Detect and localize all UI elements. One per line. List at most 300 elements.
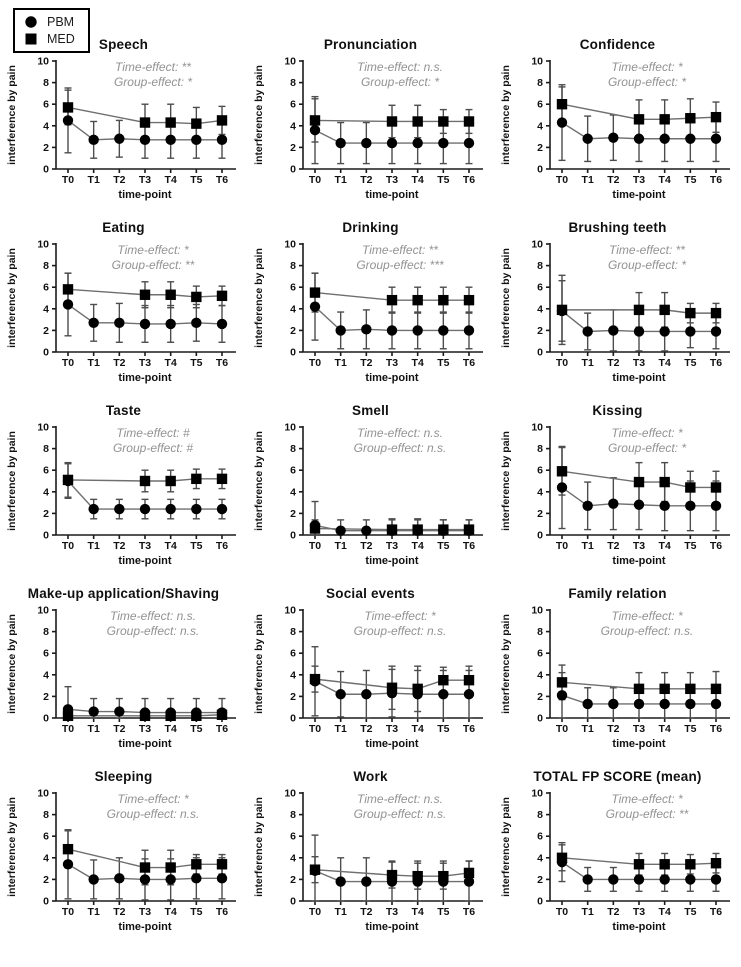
- chart-cell: [247, 766, 494, 947]
- y-axis-label: interference by pain: [252, 248, 265, 348]
- time-effect-annotation: Time-effect: n.s.: [356, 60, 443, 74]
- x-tick-labels: [61, 174, 227, 186]
- x-axis-label: time-point: [117, 738, 172, 750]
- chart-plot-taste: [4, 421, 244, 581]
- chart-cell: [494, 766, 741, 947]
- svg-text:T5: T5: [683, 174, 696, 186]
- svg-text:0: 0: [536, 346, 543, 359]
- y-axis-label: interference by pain: [5, 248, 18, 348]
- svg-text:10: 10: [36, 787, 49, 800]
- chart-title: Kissing: [592, 403, 643, 418]
- svg-text:T6: T6: [462, 174, 475, 186]
- svg-text:T3: T3: [138, 723, 151, 735]
- svg-text:10: 10: [36, 238, 49, 251]
- svg-text:T6: T6: [709, 540, 722, 552]
- svg-text:2: 2: [42, 324, 49, 337]
- significance-annotations: [353, 609, 446, 638]
- svg-text:T0: T0: [308, 540, 321, 552]
- svg-text:0: 0: [42, 163, 49, 176]
- x-tick-labels: [308, 357, 474, 369]
- svg-text:2: 2: [536, 690, 543, 703]
- svg-text:T2: T2: [606, 174, 619, 186]
- svg-text:2: 2: [536, 873, 543, 886]
- significance-annotations: [607, 426, 685, 455]
- svg-text:T4: T4: [658, 174, 671, 186]
- svg-text:T5: T5: [189, 723, 202, 735]
- group-effect-annotation: Group-effect: **: [605, 807, 688, 821]
- svg-text:T3: T3: [138, 540, 151, 552]
- svg-text:10: 10: [36, 604, 49, 617]
- svg-text:T5: T5: [683, 723, 696, 735]
- svg-text:0: 0: [289, 895, 296, 908]
- y-axis-label: interference by pain: [499, 614, 512, 714]
- svg-text:2: 2: [42, 507, 49, 520]
- chart-title: Eating: [102, 220, 145, 235]
- x-tick-labels: [555, 174, 721, 186]
- svg-text:T0: T0: [61, 357, 74, 369]
- group-effect-annotation: Group-effect: n.s.: [353, 624, 446, 638]
- svg-text:T2: T2: [606, 906, 619, 918]
- svg-text:6: 6: [289, 647, 296, 660]
- svg-text:T3: T3: [138, 906, 151, 918]
- svg-text:10: 10: [530, 787, 543, 800]
- chart-title: TOTAL FP SCORE (mean): [533, 769, 702, 784]
- svg-text:10: 10: [530, 604, 543, 617]
- svg-text:T3: T3: [385, 723, 398, 735]
- svg-text:4: 4: [289, 852, 296, 865]
- svg-text:T6: T6: [709, 906, 722, 918]
- svg-text:T3: T3: [138, 174, 151, 186]
- x-axis-label: time-point: [611, 555, 666, 567]
- significance-annotations: [106, 609, 199, 638]
- significance-annotations: [607, 60, 685, 89]
- svg-text:T1: T1: [87, 540, 100, 552]
- svg-text:10: 10: [36, 421, 49, 434]
- y-axis-label: interference by pain: [499, 65, 512, 165]
- x-tick-labels: [308, 906, 474, 918]
- significance-annotations: [356, 243, 444, 272]
- svg-text:8: 8: [536, 809, 543, 822]
- legend-item-pbm: [24, 15, 75, 29]
- time-effect-annotation: Time-effect: **: [114, 60, 191, 74]
- svg-text:T4: T4: [164, 906, 177, 918]
- svg-text:T2: T2: [359, 174, 372, 186]
- x-axis-label: time-point: [611, 372, 666, 384]
- svg-text:10: 10: [530, 421, 543, 434]
- svg-text:8: 8: [42, 809, 49, 822]
- error-bars-med: [558, 87, 719, 139]
- y-tick-labels: [284, 605, 296, 725]
- y-axis-label: interference by pain: [252, 614, 265, 714]
- svg-text:8: 8: [536, 77, 543, 90]
- pbm-circle-marker-icon: [24, 15, 38, 29]
- svg-text:0: 0: [42, 895, 49, 908]
- significance-annotations: [600, 609, 693, 638]
- svg-text:T2: T2: [359, 723, 372, 735]
- group-effect-annotation: Group-effect: *: [607, 441, 686, 455]
- svg-text:T0: T0: [61, 174, 74, 186]
- x-tick-labels: [61, 906, 227, 918]
- svg-text:10: 10: [283, 238, 296, 251]
- svg-text:T0: T0: [308, 357, 321, 369]
- chart-plot-eating: [4, 238, 244, 398]
- svg-text:10: 10: [283, 787, 296, 800]
- svg-text:T5: T5: [189, 357, 202, 369]
- chart-title: Family relation: [568, 586, 667, 601]
- x-axis-label: time-point: [364, 738, 419, 750]
- y-axis-label: interference by pain: [499, 797, 512, 897]
- x-tick-labels: [555, 540, 721, 552]
- x-tick-labels: [308, 540, 474, 552]
- svg-text:8: 8: [289, 809, 296, 822]
- svg-text:T0: T0: [555, 540, 568, 552]
- group-effect-annotation: Group-effect: ***: [355, 258, 444, 272]
- chart-title: Taste: [105, 403, 142, 418]
- svg-text:T0: T0: [61, 906, 74, 918]
- svg-text:6: 6: [536, 98, 543, 111]
- svg-text:0: 0: [536, 712, 543, 725]
- svg-text:T1: T1: [334, 174, 347, 186]
- x-axis-label: time-point: [364, 189, 419, 201]
- svg-text:T6: T6: [462, 357, 475, 369]
- svg-text:10: 10: [283, 421, 296, 434]
- error-bars-med: [558, 448, 719, 504]
- x-axis-label: time-point: [364, 372, 419, 384]
- error-bars-med: [64, 90, 225, 141]
- time-effect-annotation: Time-effect: *: [610, 60, 683, 74]
- x-axis-label: time-point: [117, 372, 172, 384]
- x-tick-labels: [61, 540, 227, 552]
- group-effect-annotation: Group-effect: #: [112, 441, 193, 455]
- svg-text:T5: T5: [189, 174, 202, 186]
- y-tick-labels: [284, 788, 296, 908]
- y-axis-label: interference by pain: [5, 614, 18, 714]
- svg-text:T4: T4: [411, 906, 424, 918]
- svg-text:T0: T0: [61, 723, 74, 735]
- svg-text:6: 6: [289, 464, 296, 477]
- chart-cell: [247, 400, 494, 581]
- x-axis-label: time-point: [611, 921, 666, 933]
- svg-text:0: 0: [289, 346, 296, 359]
- svg-text:T2: T2: [359, 357, 372, 369]
- svg-text:T6: T6: [462, 540, 475, 552]
- svg-text:T4: T4: [164, 357, 177, 369]
- svg-text:6: 6: [42, 281, 49, 294]
- svg-text:6: 6: [289, 830, 296, 843]
- svg-text:T5: T5: [436, 357, 449, 369]
- svg-text:4: 4: [536, 303, 543, 316]
- y-tick-labels: [284, 422, 296, 542]
- x-tick-labels: [61, 357, 227, 369]
- svg-text:T2: T2: [112, 906, 125, 918]
- svg-text:0: 0: [289, 163, 296, 176]
- svg-text:10: 10: [283, 604, 296, 617]
- svg-text:T3: T3: [385, 174, 398, 186]
- svg-text:T6: T6: [215, 357, 228, 369]
- svg-text:T3: T3: [632, 357, 645, 369]
- svg-text:T6: T6: [462, 906, 475, 918]
- svg-text:6: 6: [536, 464, 543, 477]
- svg-text:10: 10: [530, 55, 543, 68]
- y-axis-label: interference by pain: [252, 65, 265, 165]
- svg-text:8: 8: [536, 443, 543, 456]
- significance-annotations: [111, 243, 194, 272]
- legend-label-pbm: PBM: [47, 15, 75, 29]
- charts-grid: [0, 4, 741, 947]
- svg-text:T4: T4: [658, 906, 671, 918]
- chart-plot-social-events: [251, 604, 491, 764]
- y-axis-label: interference by pain: [5, 431, 18, 531]
- svg-text:8: 8: [42, 260, 49, 273]
- svg-text:T1: T1: [87, 723, 100, 735]
- svg-text:4: 4: [42, 852, 49, 865]
- svg-text:0: 0: [536, 529, 543, 542]
- svg-text:4: 4: [289, 669, 296, 682]
- svg-text:T6: T6: [709, 357, 722, 369]
- significance-annotations: [357, 60, 443, 89]
- x-tick-labels: [555, 906, 721, 918]
- chart-title: Work: [353, 769, 388, 784]
- svg-text:6: 6: [42, 98, 49, 111]
- significance-annotations: [353, 426, 446, 455]
- svg-text:4: 4: [536, 669, 543, 682]
- legend-item-med: [24, 32, 75, 46]
- svg-text:2: 2: [289, 507, 296, 520]
- svg-text:6: 6: [42, 830, 49, 843]
- time-effect-annotation: Time-effect: n.s.: [356, 426, 443, 440]
- svg-text:T4: T4: [164, 174, 177, 186]
- svg-text:4: 4: [289, 303, 296, 316]
- x-tick-labels: [61, 723, 227, 735]
- x-tick-labels: [308, 174, 474, 186]
- svg-text:6: 6: [42, 464, 49, 477]
- x-axis-label: time-point: [117, 555, 172, 567]
- svg-text:10: 10: [530, 238, 543, 251]
- svg-text:T2: T2: [606, 540, 619, 552]
- y-tick-labels: [37, 239, 49, 359]
- svg-text:T1: T1: [581, 906, 594, 918]
- group-effect-annotation: Group-effect: n.s.: [106, 624, 199, 638]
- x-tick-labels: [555, 723, 721, 735]
- chart-cell: [494, 400, 741, 581]
- y-axis-label: interference by pain: [5, 797, 18, 897]
- legend-label-med: MED: [47, 32, 75, 46]
- chart-plot-speech: [4, 55, 244, 215]
- svg-text:T0: T0: [555, 357, 568, 369]
- svg-text:2: 2: [289, 141, 296, 154]
- y-tick-labels: [531, 56, 543, 176]
- svg-text:T1: T1: [581, 723, 594, 735]
- svg-text:6: 6: [536, 830, 543, 843]
- svg-text:4: 4: [289, 486, 296, 499]
- svg-text:T1: T1: [581, 540, 594, 552]
- svg-text:T0: T0: [308, 174, 321, 186]
- y-tick-labels: [37, 422, 49, 542]
- time-effect-annotation: Time-effect: n.s.: [109, 609, 196, 623]
- svg-text:4: 4: [536, 486, 543, 499]
- chart-cell: [494, 4, 741, 215]
- svg-text:T2: T2: [359, 540, 372, 552]
- significance-annotations: [607, 243, 685, 272]
- x-tick-labels: [555, 357, 721, 369]
- svg-text:2: 2: [289, 324, 296, 337]
- time-effect-annotation: Time-effect: *: [116, 792, 189, 806]
- svg-text:8: 8: [289, 443, 296, 456]
- svg-text:T2: T2: [359, 906, 372, 918]
- y-tick-labels: [37, 788, 49, 908]
- svg-text:T0: T0: [555, 174, 568, 186]
- svg-text:4: 4: [42, 669, 49, 682]
- svg-text:T6: T6: [215, 540, 228, 552]
- svg-text:10: 10: [283, 55, 296, 68]
- x-axis-label: time-point: [611, 189, 666, 201]
- svg-text:T0: T0: [61, 540, 74, 552]
- chart-plot-family-relation: [498, 604, 738, 764]
- svg-text:2: 2: [289, 873, 296, 886]
- significance-annotations: [353, 792, 446, 821]
- group-effect-annotation: Group-effect: n.s.: [106, 807, 199, 821]
- svg-text:8: 8: [42, 77, 49, 90]
- significance-annotations: [106, 792, 199, 821]
- svg-text:8: 8: [42, 443, 49, 456]
- svg-text:T1: T1: [87, 906, 100, 918]
- chart-cell: [0, 217, 247, 398]
- svg-text:6: 6: [289, 98, 296, 111]
- svg-text:T4: T4: [411, 540, 424, 552]
- chart-cell: [494, 583, 741, 764]
- time-effect-annotation: Time-effect: n.s.: [356, 792, 443, 806]
- group-effect-annotation: Group-effect: *: [113, 75, 192, 89]
- y-tick-labels: [284, 56, 296, 176]
- group-effect-annotation: Group-effect: n.s.: [353, 807, 446, 821]
- chart-plot-total-fp-score-mean-: [498, 787, 738, 947]
- svg-text:T5: T5: [189, 540, 202, 552]
- chart-title: Social events: [326, 586, 415, 601]
- svg-text:6: 6: [42, 647, 49, 660]
- svg-text:T6: T6: [709, 174, 722, 186]
- x-axis-label: time-point: [611, 738, 666, 750]
- svg-text:0: 0: [536, 895, 543, 908]
- svg-text:T4: T4: [164, 540, 177, 552]
- svg-text:2: 2: [289, 690, 296, 703]
- group-effect-annotation: Group-effect: **: [111, 258, 194, 272]
- svg-text:T2: T2: [606, 357, 619, 369]
- chart-plot-brushing-teeth: [498, 238, 738, 398]
- svg-text:0: 0: [42, 346, 49, 359]
- svg-text:4: 4: [289, 120, 296, 133]
- svg-text:T6: T6: [215, 723, 228, 735]
- svg-text:T6: T6: [462, 723, 475, 735]
- svg-text:T3: T3: [138, 357, 151, 369]
- svg-text:0: 0: [289, 712, 296, 725]
- y-tick-labels: [37, 605, 49, 725]
- svg-text:T5: T5: [436, 906, 449, 918]
- svg-text:2: 2: [536, 141, 543, 154]
- time-effect-annotation: Time-effect: *: [610, 609, 683, 623]
- y-tick-labels: [531, 605, 543, 725]
- svg-text:T2: T2: [112, 357, 125, 369]
- svg-text:T0: T0: [555, 723, 568, 735]
- svg-text:T4: T4: [164, 723, 177, 735]
- svg-text:0: 0: [42, 529, 49, 542]
- chart-plot-confidence: [498, 55, 738, 215]
- group-effect-annotation: Group-effect: *: [360, 75, 439, 89]
- chart-title: Confidence: [579, 37, 656, 52]
- svg-text:0: 0: [289, 529, 296, 542]
- svg-text:2: 2: [536, 324, 543, 337]
- time-effect-annotation: Time-effect: *: [363, 609, 436, 623]
- svg-text:T5: T5: [436, 723, 449, 735]
- chart-plot-work: [251, 787, 491, 947]
- svg-text:T3: T3: [385, 906, 398, 918]
- chart-title: Sleeping: [94, 769, 153, 784]
- svg-text:4: 4: [42, 120, 49, 133]
- chart-title: Drinking: [342, 220, 399, 235]
- svg-text:T4: T4: [411, 174, 424, 186]
- y-axis-label: interference by pain: [252, 431, 265, 531]
- svg-text:2: 2: [42, 141, 49, 154]
- y-axis-label: interference by pain: [499, 431, 512, 531]
- chart-title: Smell: [351, 403, 390, 418]
- svg-text:T3: T3: [385, 540, 398, 552]
- x-tick-labels: [308, 723, 474, 735]
- y-axis-label: interference by pain: [252, 797, 265, 897]
- time-effect-annotation: Time-effect: **: [608, 243, 685, 257]
- med-square-marker-icon: [24, 32, 38, 46]
- svg-text:T3: T3: [632, 906, 645, 918]
- group-effect-annotation: Group-effect: n.s.: [600, 624, 693, 638]
- group-effect-annotation: Group-effect: n.s.: [353, 441, 446, 455]
- chart-plot-smell: [251, 421, 491, 581]
- svg-text:T5: T5: [683, 906, 696, 918]
- y-tick-labels: [531, 422, 543, 542]
- chart-title: Make-up application/Shaving: [27, 586, 220, 601]
- time-effect-annotation: Time-effect: **: [361, 243, 438, 257]
- svg-text:T3: T3: [385, 357, 398, 369]
- chart-cell: [247, 4, 494, 215]
- time-effect-annotation: Time-effect: *: [116, 243, 189, 257]
- svg-text:6: 6: [536, 647, 543, 660]
- svg-text:T5: T5: [189, 906, 202, 918]
- svg-text:T1: T1: [581, 357, 594, 369]
- chart-cell: [0, 766, 247, 947]
- svg-text:T0: T0: [555, 906, 568, 918]
- svg-text:8: 8: [289, 77, 296, 90]
- svg-text:8: 8: [536, 260, 543, 273]
- time-effect-annotation: Time-effect: *: [610, 426, 683, 440]
- svg-text:T1: T1: [334, 357, 347, 369]
- y-axis-label: interference by pain: [499, 248, 512, 348]
- svg-text:T5: T5: [683, 540, 696, 552]
- svg-text:T1: T1: [334, 540, 347, 552]
- chart-plot-drinking: [251, 238, 491, 398]
- svg-text:4: 4: [536, 120, 543, 133]
- y-axis-label: interference by pain: [5, 65, 18, 165]
- svg-text:T1: T1: [334, 906, 347, 918]
- svg-text:T2: T2: [112, 540, 125, 552]
- chart-plot-sleeping: [4, 787, 244, 947]
- svg-text:6: 6: [289, 281, 296, 294]
- svg-text:8: 8: [536, 626, 543, 639]
- time-effect-annotation: Time-effect: *: [610, 792, 683, 806]
- chart-cell: [494, 217, 741, 398]
- svg-text:6: 6: [536, 281, 543, 294]
- svg-text:4: 4: [536, 852, 543, 865]
- svg-text:T5: T5: [436, 174, 449, 186]
- chart-cell: [247, 583, 494, 764]
- significance-annotations: [112, 426, 192, 455]
- svg-text:2: 2: [42, 873, 49, 886]
